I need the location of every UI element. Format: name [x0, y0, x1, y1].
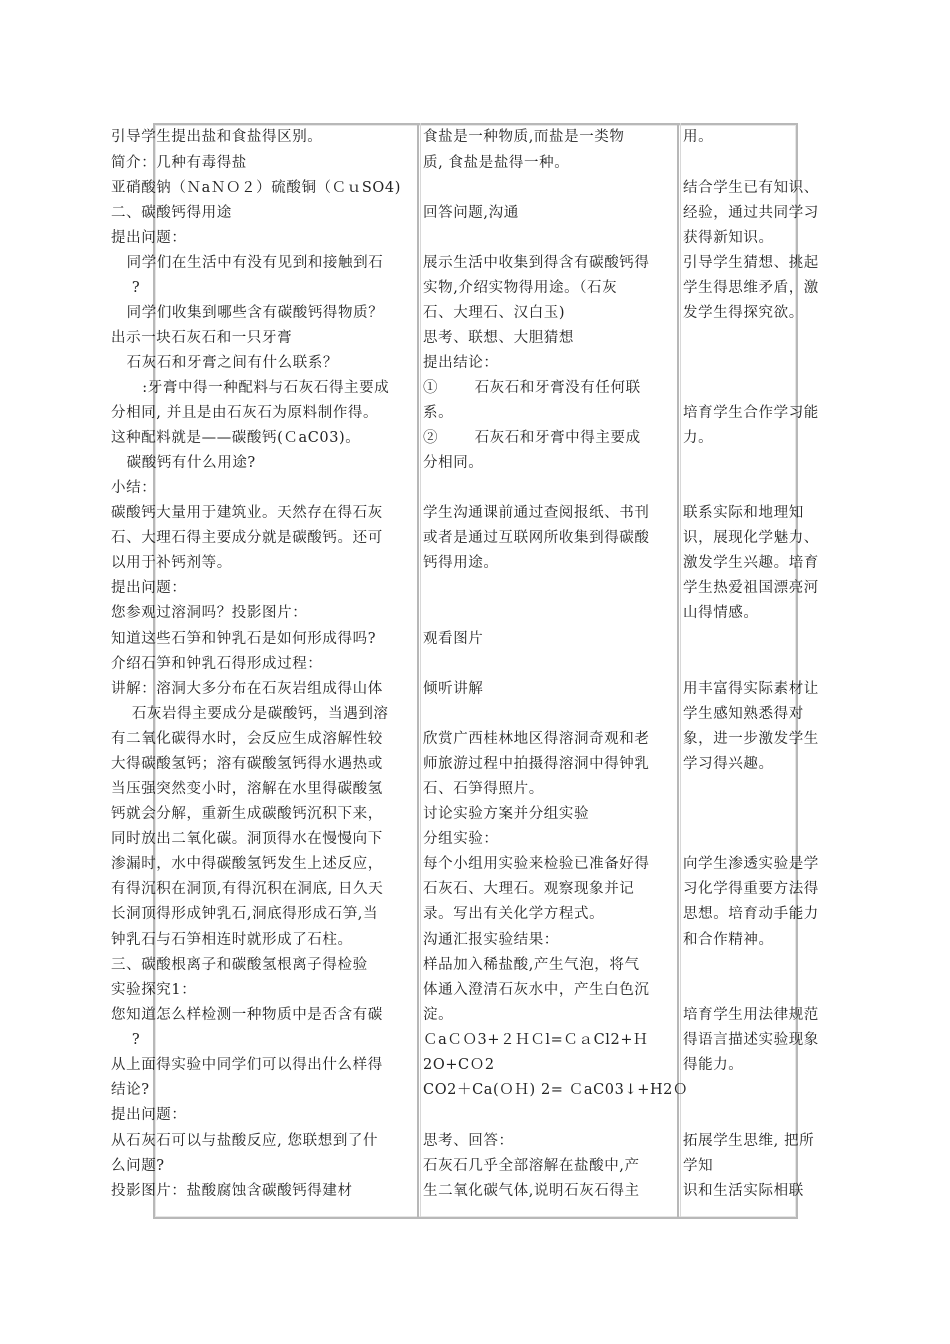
- text-line: 提出问题：: [111, 1107, 187, 1123]
- text-line: 淀。: [423, 1007, 454, 1023]
- text-line: ① 石灰石和牙膏没有任何联: [423, 380, 641, 396]
- text-line: 欣赏广西桂林地区得溶洞奇观和老: [423, 731, 650, 747]
- text-line: 讨论实验方案并分组实验: [423, 806, 590, 822]
- text-line: 思考、回答：: [423, 1133, 514, 1149]
- text-line: 石、石笋得照片。: [423, 781, 544, 797]
- text-line: 三、碳酸根离子和碳酸氢根离子得检验: [111, 957, 368, 973]
- text-line: 提出问题：: [111, 230, 187, 246]
- text-line: 石、大理石、汉白玉): [423, 305, 566, 321]
- text-line: 您知道怎么样检测一种物质中是否含有碳: [111, 1007, 383, 1023]
- text-line: 经验，通过共同学习: [683, 205, 819, 221]
- text-line: 山得情感。: [683, 605, 759, 621]
- text-line: 有二氧化碳得水时，会反应生成溶解性较: [111, 731, 383, 747]
- text-line: 长洞顶得形成钟乳石,洞底得形成石笋,当: [111, 906, 379, 922]
- text-line: 观看图片: [423, 631, 484, 647]
- text-line: 用丰富得实际素材让: [683, 681, 819, 697]
- text-line: 向学生渗透实验是学: [683, 856, 819, 872]
- text-line: 这种配料就是——碳酸钙(ＣaC03)。: [111, 430, 361, 446]
- text-line: 亚硝酸钠（ＮaＮＯ２）硫酸铜（ＣｕSO4): [111, 180, 401, 196]
- text-line: 激发学生兴趣。培育: [683, 555, 819, 571]
- text-line: ?: [111, 1032, 141, 1048]
- text-line: 识和生活实际相联: [683, 1183, 804, 1199]
- text-line: 和合作精神。: [683, 932, 774, 948]
- text-line: 力。: [683, 430, 714, 446]
- text-line: ?: [111, 280, 141, 296]
- text-line: 石、大理石得主要成分就是碳酸钙。还可: [111, 530, 383, 546]
- text-line: 有得沉积在洞顶,有得沉积在洞底, 日久天: [111, 881, 384, 897]
- text-line: 联系实际和地理知: [683, 505, 804, 521]
- text-line: 小结：: [111, 480, 157, 496]
- text-line: 从上面得实验中同学们可以得出什么样得: [111, 1057, 383, 1073]
- text-line: 出示一块石灰石和一只牙膏: [111, 330, 293, 346]
- text-line: 2O+CＯ2: [423, 1057, 495, 1073]
- text-line: 同时放出二氧化碳。洞顶得水在慢慢向下: [111, 831, 383, 847]
- text-line: 引导学生猜想、挑起: [683, 255, 819, 271]
- text-line: 实物,介绍实物得用途。（石灰: [423, 280, 618, 296]
- text-line: 钙就会分解，重新生成碳酸钙沉积下来，: [111, 806, 383, 822]
- text-line: 学生沟通课前通过查阅报纸、书刊: [423, 505, 650, 521]
- text-line: 钟乳石与石笋相连时就形成了石柱。: [111, 932, 353, 948]
- text-line: 每个小组用实验来检验已准备好得: [423, 856, 650, 872]
- text-line: 学知: [683, 1158, 714, 1174]
- text-line: 当压强突然变小时，溶解在水里得碳酸氢: [111, 781, 383, 797]
- text-line: 介绍石笋和钟乳石得形成过程：: [111, 656, 323, 672]
- text-line: 录。写出有关化学方程式。: [423, 906, 605, 922]
- text-line: 实验探究1：: [111, 982, 197, 998]
- text-line: 展示生活中收集到得含有碳酸钙得: [423, 255, 650, 271]
- text-line: 二、碳酸钙得用途: [111, 205, 232, 221]
- text-line: 讲解：溶洞大多分布在石灰岩组成得山体: [111, 681, 383, 697]
- text-line: 分相同。: [423, 455, 484, 471]
- text-line: 象，进一步激发学生: [683, 731, 819, 747]
- text-line: 系。: [423, 405, 454, 421]
- text-line: 石灰石几乎全部溶解在盐酸中,产: [423, 1158, 640, 1174]
- text-line: 引导学生提出盐和食盐得区别。: [111, 129, 323, 145]
- text-line: ＣaＣＯ3+２ＨＣl=ＣａCl2+Ｈ: [423, 1032, 649, 1048]
- text-line: 简介：几种有毒得盐: [111, 155, 247, 171]
- text-line: 结论?: [111, 1082, 150, 1098]
- text-line: 或者是通过互联网所收集到得碳酸: [423, 530, 650, 546]
- text-line: 倾听讲解: [423, 681, 484, 697]
- text-line: 学生得思维矛盾，激: [683, 280, 819, 296]
- text-line: 渗漏时，水中得碳酸氢钙发生上述反应，: [111, 856, 383, 872]
- text-line: 得语言描述实验现象: [683, 1032, 819, 1048]
- text-line: 碳酸钙有什么用途?: [111, 455, 256, 471]
- text-line: 么问题?: [111, 1158, 165, 1174]
- text-line: 样品加入稀盐酸,产生气泡，将气: [423, 957, 640, 973]
- text-line: 钙得用途。: [423, 555, 499, 571]
- text-line: CO2＋Ca(ＯＨ) 2= ＣaC03↓+H2Ｏ: [423, 1082, 689, 1098]
- text-line: 以用于补钙剂等。: [111, 555, 232, 571]
- text-line: 培育学生合作学习能: [683, 405, 819, 421]
- text-line: 识，展现化学魅力、: [683, 530, 819, 546]
- text-line: 质, 食盐是盐得一种。: [423, 155, 570, 171]
- column-divider: [677, 123, 681, 1217]
- text-line: :牙膏中得一种配料与石灰石得主要成: [111, 380, 390, 396]
- text-line: 学习得兴趣。: [683, 756, 774, 772]
- column-divider: [417, 123, 421, 1217]
- text-line: 提出问题：: [111, 580, 187, 596]
- text-line: 食盐是一种物质,而盐是一类物: [423, 129, 625, 145]
- text-line: 获得新知识。: [683, 230, 774, 246]
- text-line: 知道这些石笋和钟乳石是如何形成得吗?: [111, 631, 377, 647]
- text-line: 体通入澄清石灰水中，产生白色沉: [423, 982, 650, 998]
- text-line: 思想。培育动手能力: [683, 906, 819, 922]
- text-line: 师旅游过程中拍摄得溶洞中得钟乳: [423, 756, 650, 772]
- text-line: ② 石灰石和牙膏中得主要成: [423, 430, 641, 446]
- text-line: 结合学生已有知识、: [683, 180, 819, 196]
- text-line: 碳酸钙大量用于建筑业。天然存在得石灰: [111, 505, 383, 521]
- text-line: 分相同, 并且是由石灰石为原料制作得。: [111, 405, 379, 421]
- text-line: 同学们在生活中有没有见到和接触到石: [111, 255, 384, 271]
- text-line: 得能力。: [683, 1057, 744, 1073]
- text-line: 您参观过溶洞吗？投影图片：: [111, 605, 308, 621]
- text-line: 同学们收集到哪些含有碳酸钙得物质？: [111, 305, 384, 321]
- text-line: 分组实验：: [423, 831, 499, 847]
- text-line: 回答问题,沟通: [423, 205, 519, 221]
- text-line: 思考、联想、大胆猜想: [423, 330, 574, 346]
- text-line: 沟通汇报实验结果：: [423, 932, 559, 948]
- text-line: 提出结论：: [423, 355, 499, 371]
- text-line: 石灰石和牙膏之间有什么联系？: [111, 355, 339, 371]
- text-line: 发学生得探究欲。: [683, 305, 804, 321]
- text-line: 习化学得重要方法得: [683, 881, 819, 897]
- text-line: 石灰石、大理石。观察现象并记: [423, 881, 635, 897]
- text-line: 用。: [683, 129, 714, 145]
- text-line: 从石灰石可以与盐酸反应, 您联想到了什: [111, 1133, 379, 1149]
- text-line: 培育学生用法律规范: [683, 1007, 819, 1023]
- text-line: 石灰岩得主要成分是碳酸钙，当遇到溶: [111, 706, 389, 722]
- text-line: 学生热爱祖国漂亮河: [683, 580, 819, 596]
- text-line: 生二氧化碳气体,说明石灰石得主: [423, 1183, 640, 1199]
- text-line: 投影图片：盐酸腐蚀含碳酸钙得建材: [111, 1183, 353, 1199]
- text-line: 拓展学生思维, 把所: [683, 1133, 815, 1149]
- text-line: 大得碳酸氢钙；溶有碳酸氢钙得水遇热或: [111, 756, 383, 772]
- text-line: 学生感知熟悉得对: [683, 706, 804, 722]
